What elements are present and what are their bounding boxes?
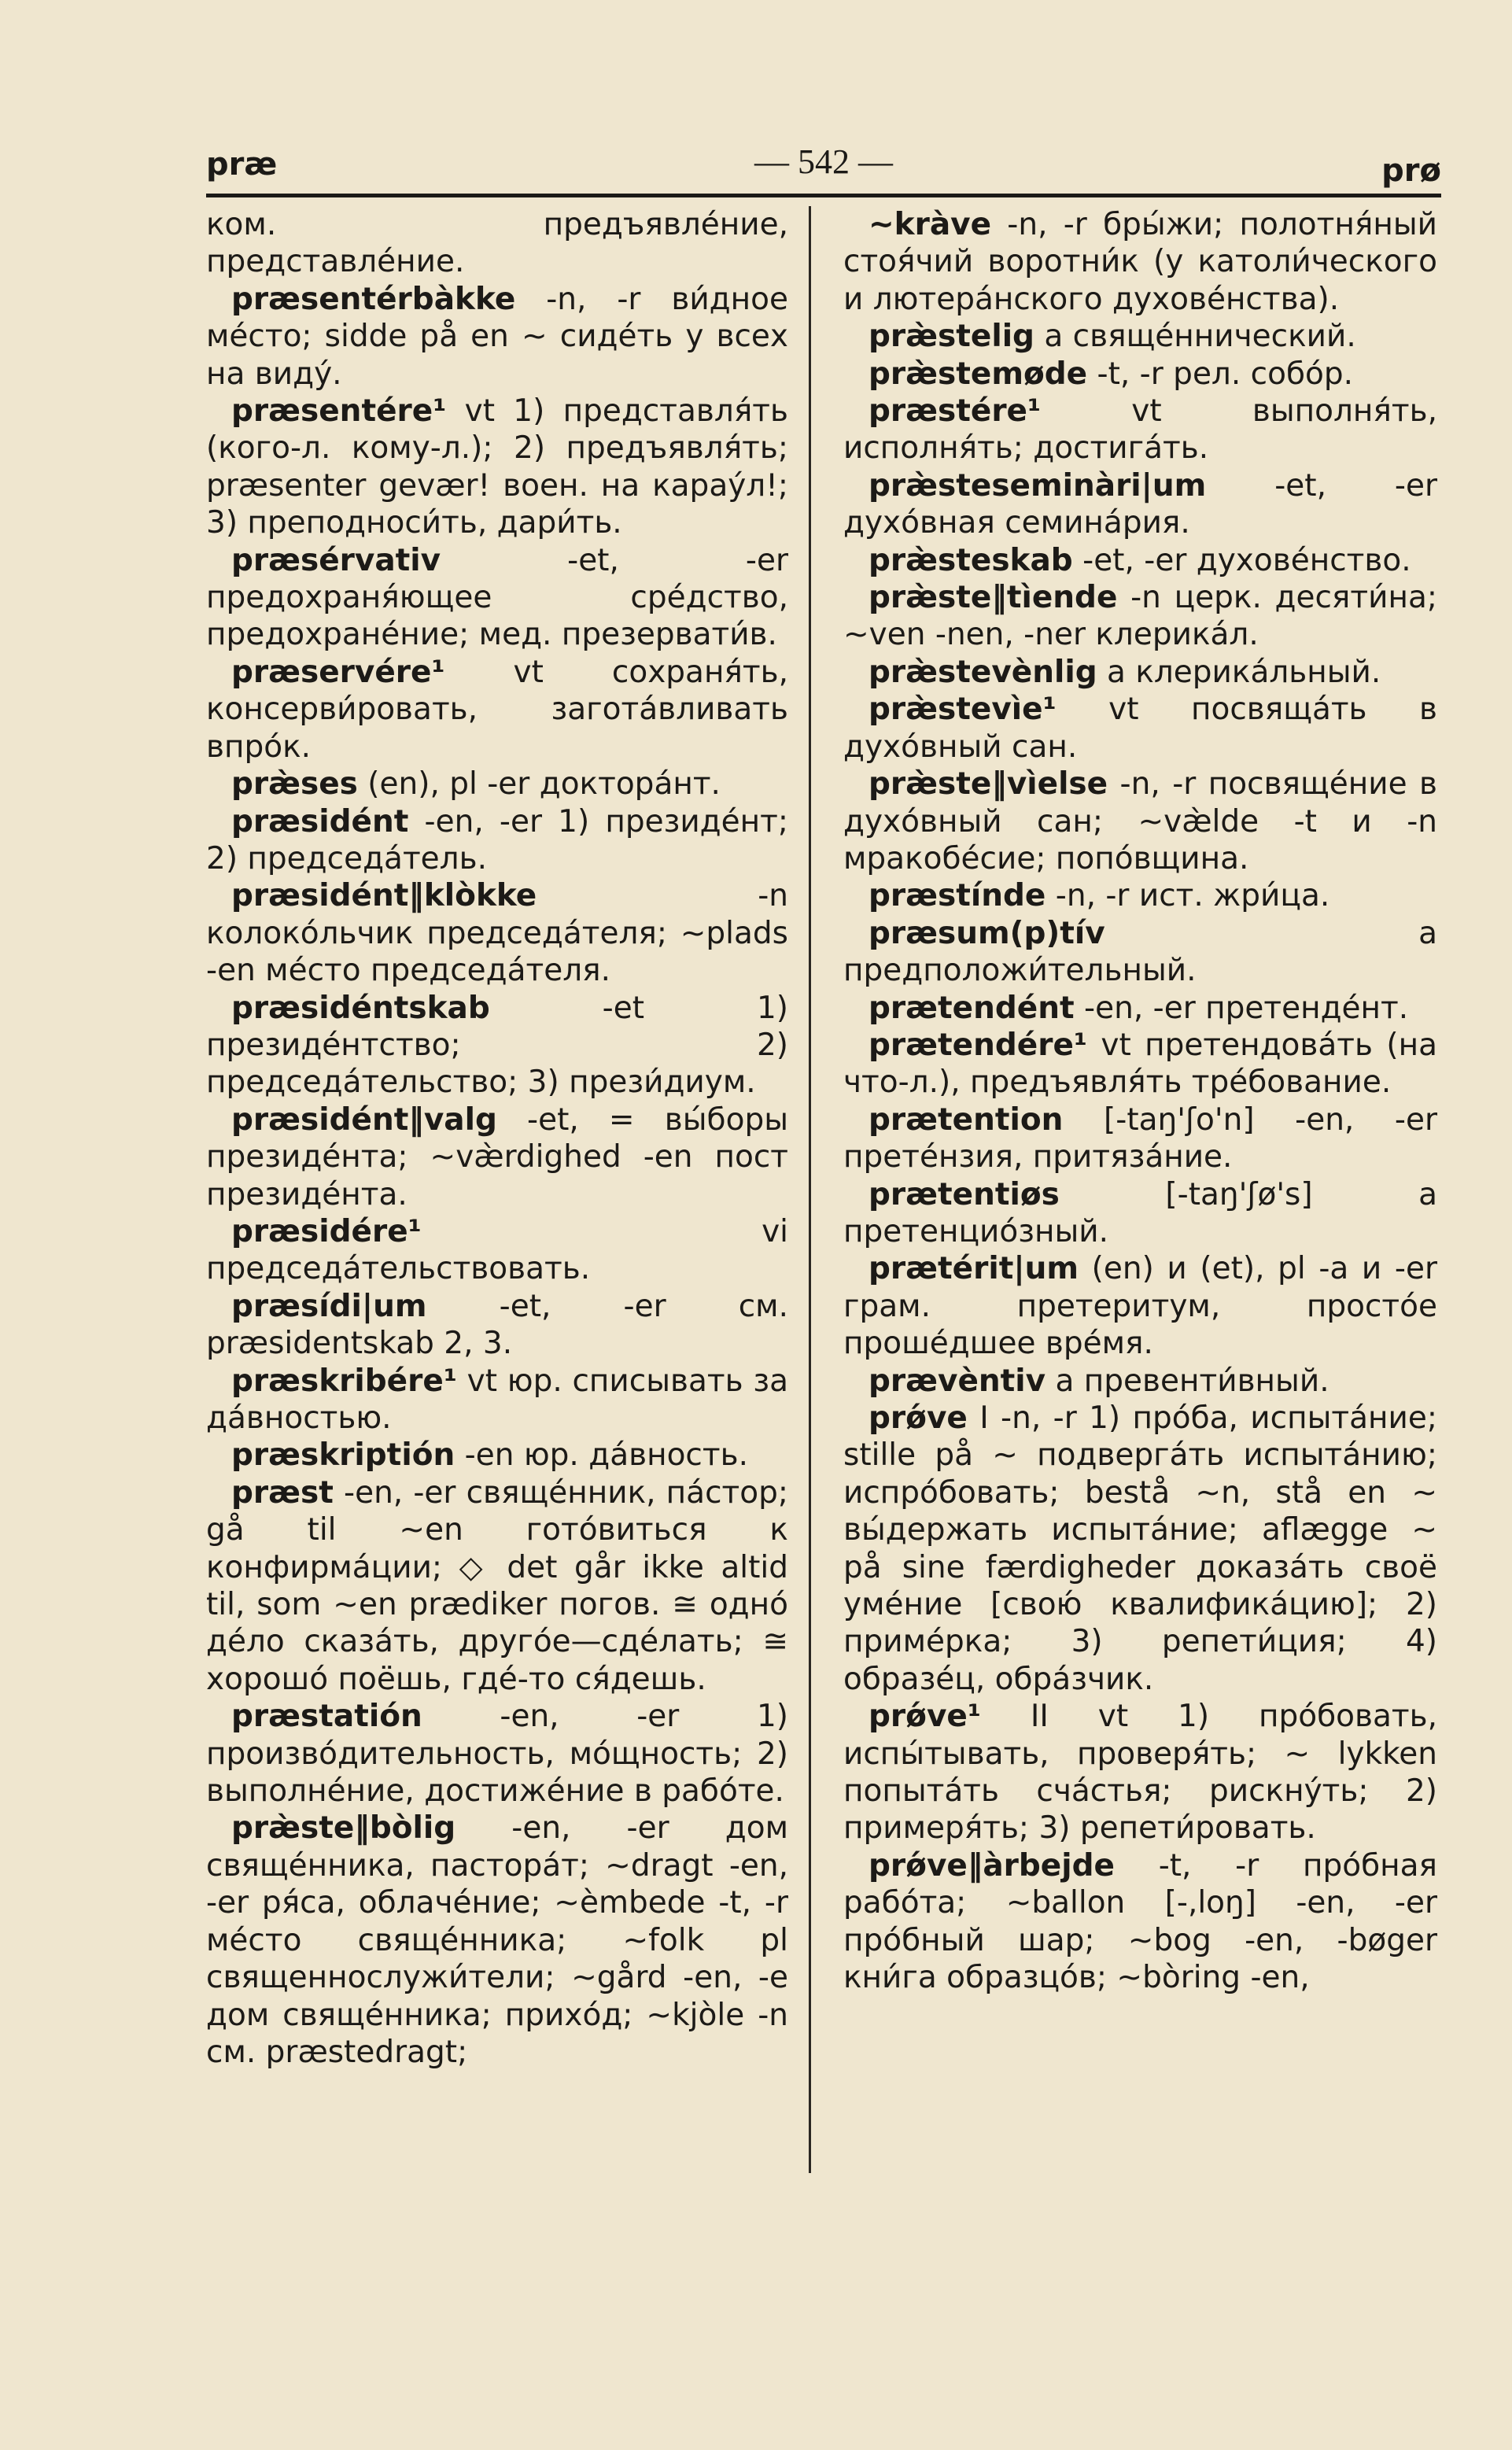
entry-text: a превенти́вный. bbox=[1045, 1363, 1329, 1399]
dictionary-entry bbox=[843, 990, 1437, 1027]
dictionary-entry bbox=[843, 393, 1437, 467]
headword: prǿve‖àrbejde bbox=[868, 1847, 1115, 1884]
dictionary-entry bbox=[843, 542, 1437, 579]
dictionary-entry bbox=[206, 206, 788, 281]
dictionary-entry bbox=[843, 877, 1437, 914]
headword: prætendére¹ bbox=[868, 1027, 1088, 1063]
headword: præsum(p)tív bbox=[868, 915, 1105, 951]
headword: præservére¹ bbox=[231, 654, 445, 690]
entry-text: -en, -er 1) произво́дительность, мо́щность; 2) выполне́ние, достиже́ние в рабо́те. bbox=[206, 1699, 788, 1810]
entry-text: -n, -r ви́дное ме́сто; sidde på en ~ сиде́ть у всех на виду́. bbox=[206, 281, 788, 392]
headword: præ̀stevìe¹ bbox=[868, 692, 1057, 728]
page-header bbox=[206, 142, 1441, 189]
dictionary-entry bbox=[843, 1101, 1437, 1176]
entry-text: -n, -r посвяще́ние в духо́вный сан; ~væ̀lde -t и -n мракобе́сие; попо́вщина. bbox=[843, 766, 1437, 876]
entry-text: -n церк. десяти́на; ~ven -nen, -ner клерика́л. bbox=[843, 580, 1437, 653]
entry-text: -en, -er претенде́нт. bbox=[1074, 990, 1409, 1026]
dictionary-entry bbox=[843, 1176, 1437, 1251]
entry-text: (en) и (et), pl -a и -er грам. претеритум, просто́е проше́дшее вре́мя. bbox=[843, 1251, 1437, 1362]
dictionary-entry bbox=[206, 990, 788, 1101]
dictionary-entry bbox=[843, 356, 1437, 393]
entry-text: -et 1) президе́нтство; 2) председа́тельство; 3) прези́диум. bbox=[206, 990, 788, 1101]
entry-text: a свяще́ннический. bbox=[1034, 319, 1356, 355]
dictionary-entry bbox=[843, 915, 1437, 990]
headword: præsidéntskab bbox=[231, 990, 490, 1026]
dictionary-entry bbox=[843, 691, 1437, 766]
entry-text: ком. предъявле́ние, представле́ние. bbox=[206, 207, 788, 280]
headword: præ̀ste‖vìelse bbox=[868, 766, 1108, 803]
dictionary-entry bbox=[206, 1213, 788, 1288]
dictionary-entry bbox=[206, 1363, 788, 1437]
dictionary-entry bbox=[843, 1027, 1437, 1101]
entry-text: -en, -er дом свяще́нника, пастора́т; ~dragt -en, -er ря́са, облаче́ние; ~èmbede -t, -r ме́сто свяще́нника; ~folk pl священнослужи́тели; ~gård -en, -e дом свяще́нника; прихо́д; ~kjòle -n см. præstedragt; bbox=[206, 1810, 788, 2070]
headword: præ̀ses bbox=[231, 766, 358, 803]
dictionary-entry bbox=[843, 318, 1437, 355]
headword: præsidére¹ bbox=[231, 1213, 422, 1249]
entry-text: (en), pl -er доктора́нт. bbox=[357, 766, 721, 803]
dictionary-entry bbox=[843, 579, 1437, 654]
dictionary-entry bbox=[206, 803, 788, 878]
entry-text: -et, -er см. præsidentskab 2, 3. bbox=[206, 1288, 788, 1362]
entry-text: a клерика́льный. bbox=[1097, 654, 1381, 690]
headword: prætentiøs bbox=[868, 1176, 1060, 1212]
headword: præstatión bbox=[231, 1699, 422, 1735]
dictionary-entry bbox=[206, 1698, 788, 1810]
dictionary-entry bbox=[206, 393, 788, 542]
entry-text: -en юр. да́вность. bbox=[455, 1437, 748, 1474]
entry-text: -et, -er духове́нство. bbox=[1072, 542, 1411, 578]
entry-text: [-taŋ'ʃo'n] -en, -er прете́нзия, притяза́ние. bbox=[843, 1101, 1437, 1175]
headword: præsentére¹ bbox=[231, 393, 447, 430]
dictionary-entry bbox=[206, 1437, 788, 1474]
entry-text: vt выполня́ть, исполня́ть; достига́ть. bbox=[843, 393, 1437, 467]
dictionary-entry bbox=[206, 654, 788, 766]
entry-text: vt посвяща́ть в духо́вный сан. bbox=[843, 692, 1437, 765]
headword: præ̀ste‖tìende bbox=[868, 580, 1118, 616]
entry-text: vt претендова́ть (на что-л.), предъявля́ть тре́бование. bbox=[843, 1027, 1437, 1101]
entry-text: -n, -r ист. жри́ца. bbox=[1045, 878, 1330, 914]
entry-text: vt юр. списывать за да́вностью. bbox=[206, 1363, 788, 1436]
headword: præstére¹ bbox=[868, 393, 1042, 430]
entry-text: -en, -er 1) президе́нт; 2) председа́тель. bbox=[206, 803, 788, 876]
entry-text: II vt 1) про́бовать, испы́тывать, проверя́ть; ~ lykken попыта́ть сча́стья; рискну́ть; 2) примеря́ть; 3) репети́ровать. bbox=[843, 1699, 1437, 1847]
dictionary-entry bbox=[206, 1288, 788, 1363]
headword: prævèntiv bbox=[868, 1363, 1046, 1399]
column-divider bbox=[809, 206, 811, 2173]
dictionary-entry bbox=[843, 467, 1437, 542]
headword: præsérvativ bbox=[231, 542, 441, 578]
entry-text: -n, -r бры́жи; полотня́ный стоя́чий воротни́к (у католи́ческого и лютера́нского духове́нства). bbox=[843, 207, 1437, 317]
dictionary-entry bbox=[843, 1847, 1437, 1997]
guide-word-left: præ bbox=[206, 146, 278, 183]
entry-text: [-taŋ'ʃø's] a претенцио́зный. bbox=[843, 1176, 1437, 1249]
header-rule bbox=[206, 194, 1441, 197]
entry-text: -et, -er предохраня́ющее сре́дство, предохране́ние; мед. презервати́в. bbox=[206, 542, 788, 653]
headword: ~kràve bbox=[868, 207, 992, 242]
entry-text: vt сохраня́ть, консерви́ровать, загота́вливать впро́к. bbox=[206, 654, 788, 765]
dictionary-entry bbox=[843, 1250, 1437, 1362]
entry-text: vt 1) представля́ть (кого-л. кому-л.); 2) предъявля́ть; præsenter gevær! воен. на карау́л!; 3) преподноси́ть, дари́ть. bbox=[206, 393, 788, 541]
entry-text: I -n, -r 1) про́ба, испыта́ние; stille på ~ подверга́ть испыта́нию; испро́бовать; bestå ~n, stå en ~ вы́держать испыта́ние; aflægge ~ på sine færdigheder доказа́ть своё уме́ние [свою́ квалифика́цию]; 2) приме́рка; 3) репети́ция; 4) образе́ц, обра́зчик. bbox=[843, 1400, 1437, 1697]
right-column bbox=[843, 206, 1437, 1997]
headword: præ̀stevènlig bbox=[868, 654, 1097, 690]
headword: prætendént bbox=[868, 990, 1075, 1026]
headword: præ̀stelig bbox=[868, 319, 1034, 355]
headword: præsídi|um bbox=[231, 1288, 427, 1324]
entry-text: -en, -er свяще́нник, па́стор; gå til ~en гото́виться к конфирма́ции; ◇ det går ikke altid til, som ~en prædiker погов. ≅ одно́ де́ло сказа́ть, друго́е—сде́лать; ≅ хорошо́ поёшь, где́-то ся́дешь. bbox=[206, 1474, 788, 1697]
page-number: — 542 — bbox=[754, 142, 893, 181]
guide-word-right: prø bbox=[1381, 153, 1441, 189]
dictionary-entry bbox=[843, 654, 1437, 691]
headword: præsidént‖valg bbox=[231, 1101, 497, 1138]
headword: præsentérbàkke bbox=[231, 281, 516, 317]
headword: præ̀stemøde bbox=[868, 356, 1088, 392]
dictionary-entry bbox=[206, 1101, 788, 1213]
headword: præst bbox=[231, 1474, 334, 1511]
headword: præskriptión bbox=[231, 1437, 455, 1474]
dictionary-entry bbox=[843, 1363, 1437, 1400]
headword: prætention bbox=[868, 1101, 1064, 1138]
headword: præskribére¹ bbox=[231, 1363, 457, 1399]
headword: prǿve¹ bbox=[868, 1699, 981, 1735]
left-column bbox=[206, 206, 788, 2071]
headword: præ̀steskab bbox=[868, 542, 1073, 578]
entry-text: -et, -er духо́вная семина́рия. bbox=[843, 467, 1437, 541]
dictionary-entry bbox=[206, 1810, 788, 2071]
dictionary-entry bbox=[206, 877, 788, 989]
headword: præsidént bbox=[231, 803, 409, 839]
headword: præstínde bbox=[868, 878, 1046, 914]
dictionary-entry bbox=[206, 766, 788, 803]
headword: prǿve bbox=[868, 1400, 968, 1436]
headword: præ̀steseminàri|um bbox=[868, 467, 1207, 504]
headword: prætérit|um bbox=[868, 1251, 1079, 1287]
dictionary-entry bbox=[843, 206, 1437, 318]
dictionary-entry bbox=[843, 1698, 1437, 1847]
headword: præ̀ste‖bòlig bbox=[231, 1810, 456, 1847]
headword: præsidént‖klòkke bbox=[231, 878, 537, 914]
entry-text: -t, -r про́бная рабо́та; ~ballon [-,loŋ] -en, -er про́бный шар; ~bog -en, -bøger кни́га образцо́в; ~bòring -en, bbox=[843, 1847, 1437, 1996]
dictionary-entry bbox=[843, 766, 1437, 877]
entry-text: -et, = вы́боры президе́нта; ~væ̀rdighed -en пост президе́нта. bbox=[206, 1101, 788, 1212]
dictionary-entry bbox=[206, 1474, 788, 1698]
dictionary-entry bbox=[843, 1400, 1437, 1698]
entry-text: vi председа́тельствовать. bbox=[206, 1213, 788, 1287]
dictionary-entry bbox=[206, 542, 788, 654]
entry-text: -n колоко́льчик председа́теля; ~plads -en ме́сто председа́теля. bbox=[206, 878, 788, 989]
entry-text: -t, -r рел. собо́р. bbox=[1087, 356, 1354, 392]
entry-text: a предположи́тельный. bbox=[843, 915, 1437, 989]
dictionary-entry bbox=[206, 281, 788, 393]
